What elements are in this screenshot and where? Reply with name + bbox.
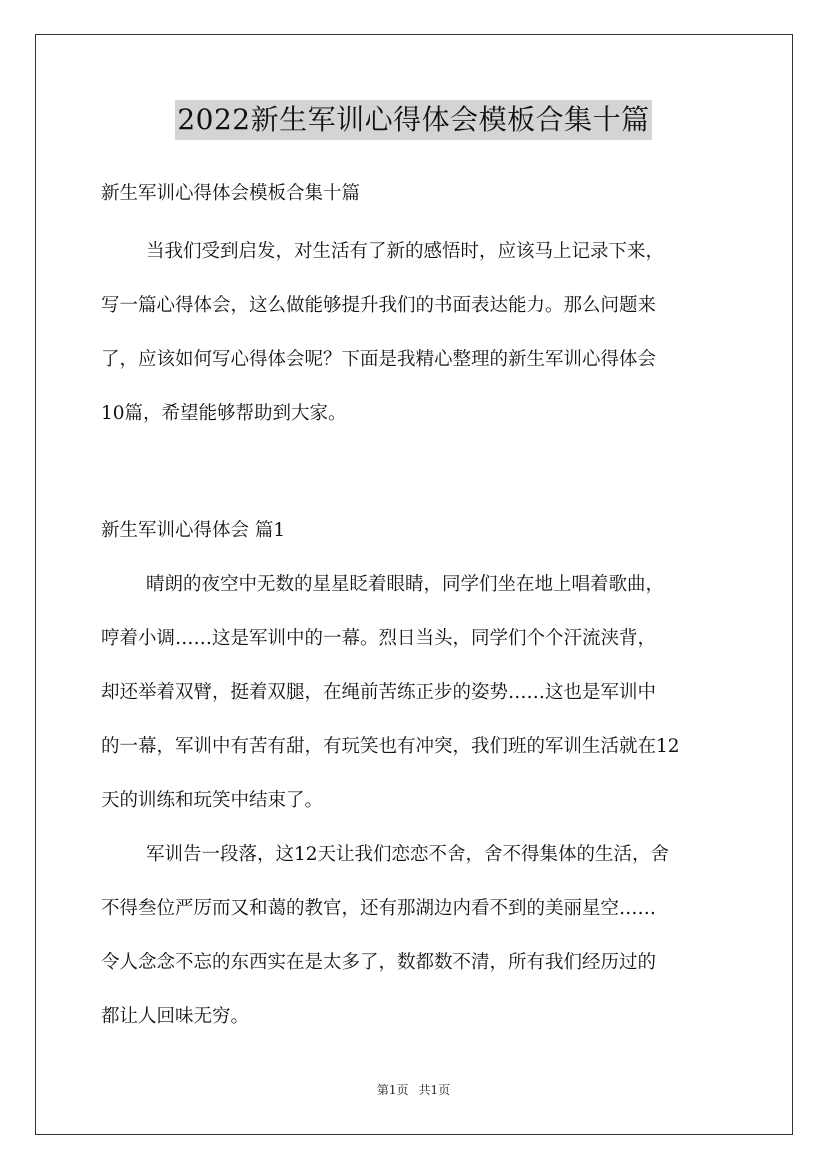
section-title: 新生军训心得体会 篇1 (101, 520, 286, 541)
document-heading: 新生军训心得体会模板合集十篇 (101, 183, 361, 204)
paragraph-line: 不得叁位严厉而又和蔼的教官，还有那湖边内看不到的美丽星空…… (101, 898, 657, 919)
paragraph-line: 天的训练和玩笑中结束了。 (101, 790, 324, 811)
section-paragraph-1 (101, 566, 731, 836)
paragraph-line: 晴朗的夜空中无数的星星眨着眼睛，同学们坐在地上唱着歌曲， (146, 574, 665, 595)
page-total: 共1页 (418, 1083, 451, 1097)
intro-line: 当我们受到启发，对生活有了新的感悟时，应该马上记录下来， (146, 241, 665, 262)
paragraph-line: 的一幕，军训中有苦有甜，有玩笑也有冲突，我们班的军训生活就在12 (101, 736, 680, 757)
intro-line: 了，应该如何写心得体会呢？下面是我精心整理的新生军训心得体会 (101, 349, 657, 370)
paragraph-line: 却还举着双臂，挺着双腿，在绳前苦练正步的姿势……这也是军训中 (101, 682, 657, 703)
section-paragraph-2 (101, 836, 731, 1052)
page-footer (0, 1082, 827, 1098)
paragraph-line: 都让人回味无穷。 (101, 1006, 250, 1027)
document-title: 2022新生军训心得体会模板合集十篇 (175, 100, 651, 140)
intro-line: 写一篇心得体会，这么做能够提升我们的书面表达能力。那么问题来 (101, 295, 657, 316)
intro-line: 10篇，希望能够帮助到大家。 (101, 403, 347, 424)
title-area (0, 100, 827, 140)
intro-paragraph (101, 233, 731, 449)
document-body (101, 175, 731, 1052)
paragraph-line: 哼着小调……这是军训中的一幕。烈日当头，同学们个个汗流浃背， (101, 628, 657, 649)
paragraph-line: 军训告一段落，这12天让我们恋恋不舍，舍不得集体的生活，舍 (146, 844, 670, 865)
paragraph-line: 令人念念不忘的东西实在是太多了，数都数不清，所有我们经历过的 (101, 952, 657, 973)
page-number: 第1页 (376, 1083, 409, 1097)
